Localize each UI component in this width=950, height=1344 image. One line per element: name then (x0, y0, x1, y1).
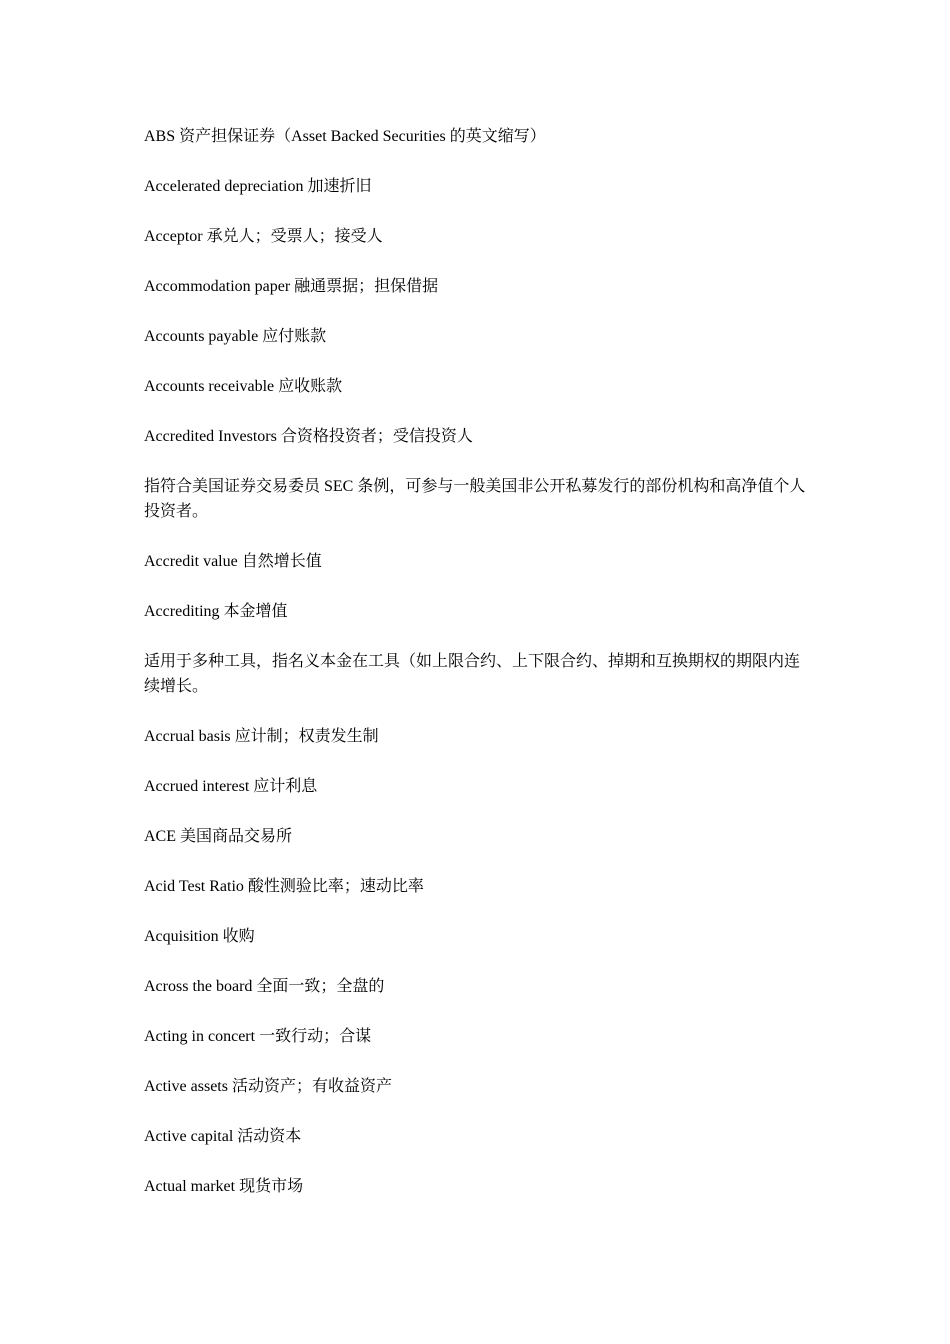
glossary-note-accrediting: 适用于多种工具，指名义本金在工具（如上限合约、上下限合约、掉期和互换期权的期限内连续增长。 (144, 653, 801, 695)
glossary-entry-accrediting: Accrediting 本金增值 (144, 603, 288, 620)
glossary-entry-active-capital: Active capital 活动资本 (144, 1128, 302, 1145)
glossary-entry-acquisition: Acquisition 收购 (144, 928, 255, 945)
glossary-entry-actual-market: Actual market 现货市场 (144, 1178, 304, 1195)
glossary-entry-accounts-payable: Accounts payable 应付账款 (144, 328, 327, 345)
glossary-entry-active-assets: Active assets 活动资产；有收益资产 (144, 1078, 392, 1095)
glossary-entry-accelerated-depreciation: Accelerated depreciation 加速折旧 (144, 178, 372, 195)
glossary-entry-acting-in-concert: Acting in concert 一致行动；合谋 (144, 1028, 372, 1045)
glossary-entry-accommodation-paper: Accommodation paper 融通票据；担保借据 (144, 278, 439, 295)
glossary-entry-accrual-basis: Accrual basis 应计制；权责发生制 (144, 728, 379, 745)
glossary-entry-across-the-board: Across the board 全面一致；全盘的 (144, 978, 385, 995)
glossary-entry-acceptor: Acceptor 承兑人；受票人；接受人 (144, 228, 383, 245)
glossary-entry-acid-test-ratio: Acid Test Ratio 酸性测验比率；速动比率 (144, 878, 424, 895)
glossary-entry-abs: ABS 资产担保证券（Asset Backed Securities 的英文缩写） (144, 128, 546, 145)
glossary-entry-accounts-receivable: Accounts receivable 应收账款 (144, 378, 343, 395)
glossary-list (144, 124, 808, 1224)
glossary-entry-accredit-value: Accredit value 自然增长值 (144, 553, 322, 570)
glossary-note-accredited-investors: 指符合美国证券交易委员 SEC 条例，可参与一般美国非公开私募发行的部份机构和高净值个人投资者。 (144, 478, 806, 520)
glossary-entry-ace: ACE 美国商品交易所 (144, 828, 293, 845)
glossary-entry-accredited-investors: Accredited Investors 合资格投资者；受信投资人 (144, 428, 473, 445)
glossary-entry-accrued-interest: Accrued interest 应计利息 (144, 778, 318, 795)
